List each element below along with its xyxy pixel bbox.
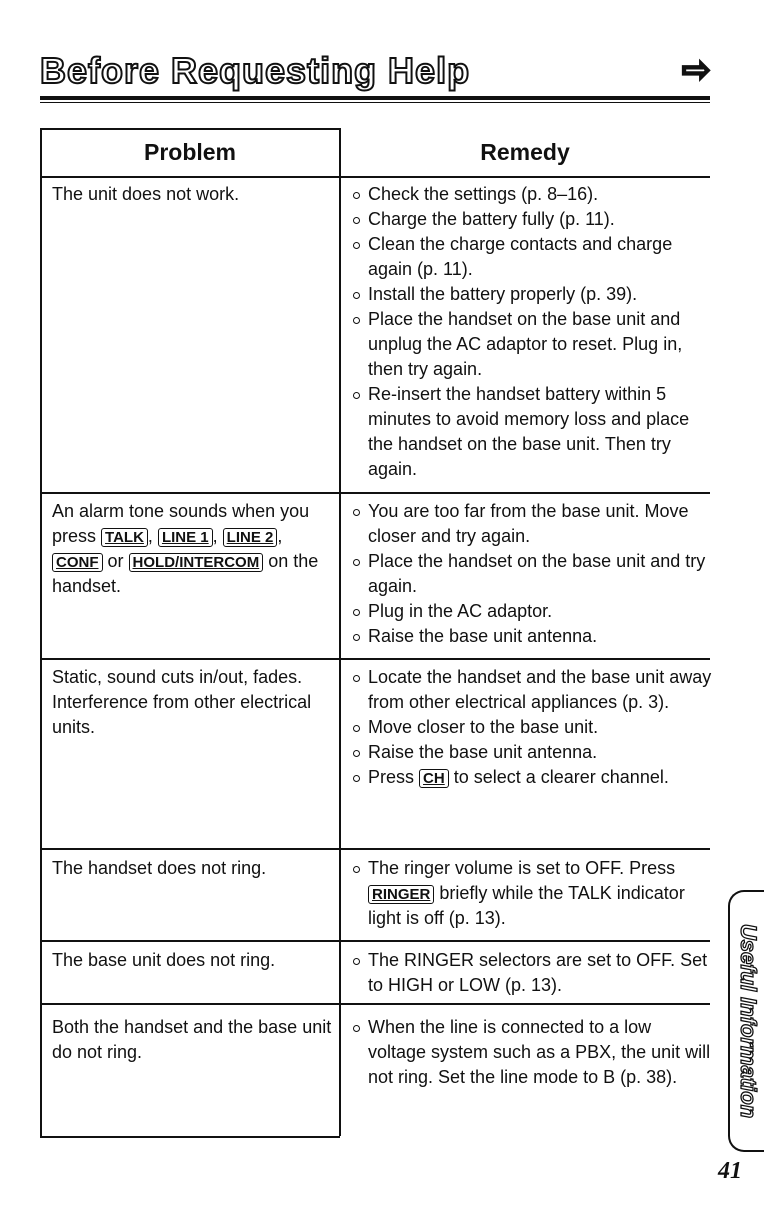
row-divider — [40, 1003, 710, 1005]
table-bottom-line — [40, 1136, 340, 1138]
remedy-item: You are too far from the base unit. Move closer and try again. — [350, 499, 712, 549]
problem-cell: The base unit does not ring. — [52, 950, 276, 970]
title-underline — [40, 96, 710, 100]
remedy-list — [350, 182, 712, 482]
remedy-item: When the line is connected to a low voltage system such as a PBX, the unit will not ring. Set the line mode to B (p. 38). — [350, 1015, 712, 1090]
remedy-item: Place the handset on the base unit and unplug the AC adaptor to reset. Plug in, then try again. — [350, 307, 712, 382]
row-divider — [40, 940, 710, 942]
remedy-item: Move closer to the base unit. — [350, 715, 712, 740]
remedy-item: Press CH to select a clearer channel. — [350, 765, 712, 790]
table-top-line — [40, 128, 340, 130]
header-divider — [40, 176, 710, 178]
page-number: 41 — [718, 1158, 742, 1184]
conf-key: CONF — [52, 553, 103, 572]
problem-cell: Static, sound cuts in/out, fades. Interference from other electrical units. — [52, 667, 312, 737]
problem-cell: The unit does not work. — [52, 184, 240, 204]
continue-arrow-icon: ⇨ — [682, 51, 711, 89]
remedy-column-header: Remedy — [480, 138, 570, 165]
remedy-item: Plug in the AC adaptor. — [350, 599, 712, 624]
section-tab-label: Useful Information — [736, 923, 761, 1119]
problem-column-header: Problem — [143, 138, 237, 165]
problem-cell: Both the handset and the base unit do not ring. — [52, 1017, 332, 1062]
remedy-item: Locate the handset and the base unit away from other electrical appliances (p. 3). — [350, 665, 712, 715]
ch-key: CH — [419, 769, 449, 788]
line1-key: LINE 1 — [158, 528, 213, 547]
ringer-key: RINGER — [368, 885, 434, 904]
remedy-item: Raise the base unit antenna. — [350, 740, 712, 765]
page-title: Before Requesting Help — [40, 50, 471, 91]
table-left-line — [40, 128, 42, 1136]
remedy-item: Place the handset on the base unit and try again. — [350, 549, 712, 599]
remedy-item: Re-insert the handset battery within 5 minutes to avoid memory loss and place the handset on the base unit. Then try again. — [350, 382, 712, 482]
remedy-item: The ringer volume is set to OFF. Press RINGER briefly while the TALK indicator light is off (p. 13). — [350, 856, 712, 931]
remedy-item: Charge the battery fully (p. 11). — [350, 207, 712, 232]
remedy-item: Clean the charge contacts and charge again (p. 11). — [350, 232, 712, 282]
problem-cell: An alarm tone sounds when you press TALK , LINE 1 , LINE 2 , CONF or HOLD/INTERCOM on the handset. — [52, 501, 319, 596]
remedy-item: Install the battery properly (p. 39). — [350, 282, 712, 307]
remedy-list — [350, 856, 712, 931]
remedy-item: The RINGER selectors are set to OFF. Set to HIGH or LOW (p. 13). — [350, 948, 712, 998]
row-divider — [40, 492, 710, 494]
row-divider — [40, 658, 710, 660]
problem-cell: The handset does not ring. — [52, 858, 267, 878]
remedy-item: Check the settings (p. 8–16). — [350, 182, 712, 207]
hold-intercom-key: HOLD/INTERCOM — [129, 553, 264, 572]
row-divider — [40, 848, 710, 850]
remedy-list — [350, 1015, 712, 1090]
title-underline-thin — [40, 102, 710, 103]
talk-key: TALK — [101, 528, 148, 547]
remedy-list — [350, 665, 712, 790]
line2-key: LINE 2 — [223, 528, 278, 547]
section-tab — [728, 890, 764, 1152]
remedy-item: Raise the base unit antenna. — [350, 624, 712, 649]
remedy-list — [350, 499, 712, 649]
remedy-list — [350, 948, 712, 998]
column-divider — [339, 128, 341, 1136]
